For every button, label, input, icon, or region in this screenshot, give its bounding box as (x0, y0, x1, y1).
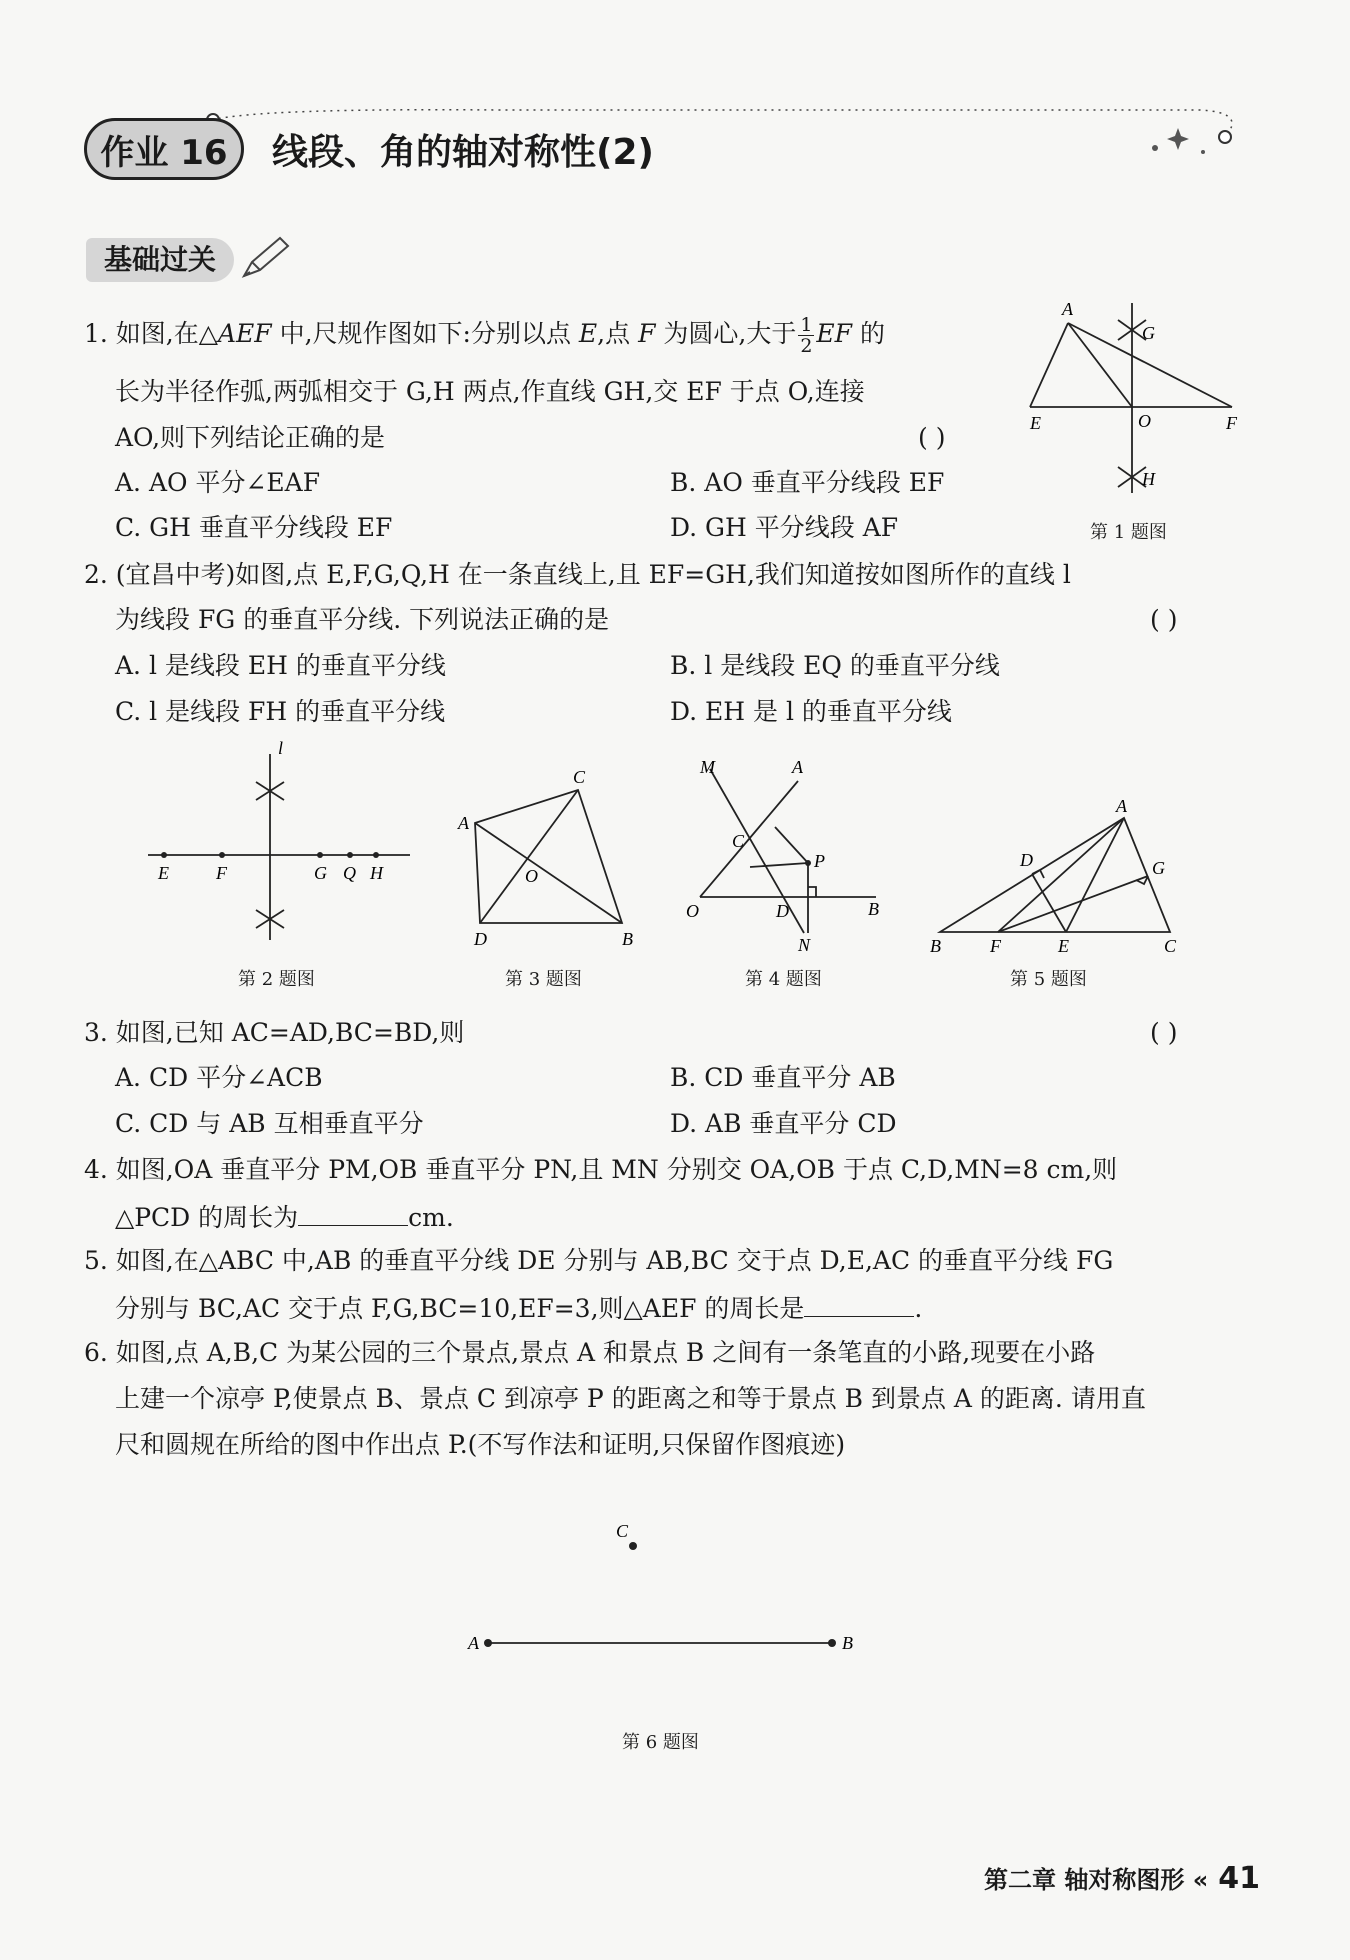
figure-5 (930, 790, 1190, 955)
fig3-label-o: O (525, 866, 538, 886)
q1-option-d: D. GH 平分线段 AF (670, 513, 899, 542)
q2-line2: 为线段 FG 的垂直平分线. 下列说法正确的是 (115, 605, 610, 634)
q4-answer-blank[interactable] (298, 1201, 408, 1226)
chapter-label: 第二章 轴对称图形 « (984, 1866, 1209, 1894)
q1-answer-paren: ( ) (918, 423, 946, 452)
fig5-caption: 第 5 题图 (1010, 969, 1087, 990)
fraction-one-half: $\frac{1}{2}$ (800, 314, 813, 357)
q5-line1: 5. 如图,在△ABC 中,AB 的垂直平分线 DE 分别与 AB,BC 交于点 D,E,AC 的垂直平分线 FG (84, 1246, 1114, 1275)
fig2-label-g: G (314, 863, 327, 883)
q2-option-d: D. EH 是 l 的垂直平分线 (670, 697, 952, 726)
fig5-label-a: A (1116, 796, 1127, 816)
fig2-label-e: E (158, 863, 169, 883)
fig4-label-o: O (686, 901, 699, 921)
fig3-label-a: A (458, 813, 469, 833)
q5-answer-blank[interactable] (804, 1292, 914, 1317)
q3-option-b: B. CD 垂直平分 AB (670, 1063, 896, 1092)
fig1-label-h: H (1142, 469, 1155, 489)
fig6-label-b: B (842, 1633, 853, 1653)
q2-line1: 2. (宜昌中考)如图,点 E,F,G,Q,H 在一条直线上,且 EF=GH,我们知道按如图所作的直线 l (84, 560, 1071, 589)
q6-line2: 上建一个凉亭 P,使景点 B、景点 C 到凉亭 P 的距离之和等于景点 B 到景点 A 的距离. 请用直 (115, 1384, 1146, 1413)
q1-option-c: C. GH 垂直平分线段 EF (115, 513, 393, 542)
fig4-label-d: D (776, 901, 789, 921)
pencil-icon (240, 236, 290, 280)
fig6-label-c: C (616, 1521, 629, 1541)
q4-line1: 4. 如图,OA 垂直平分 PM,OB 垂直平分 PN,且 MN 分别交 OA,OB 于点 C,D,MN=8 cm,则 (84, 1155, 1118, 1184)
fig5-label-d: D (1020, 850, 1033, 870)
q3-option-d: D. AB 垂直平分 CD (670, 1109, 897, 1138)
q1-line1: 1. 如图,在△AEF 中,尺规作图如下:分别以点 E,点 F 为圆心,大于 $\frac{1}{2}$ EF 的 (84, 314, 885, 357)
q6-line3: 尺和圆规在所给的图中作出点 P.(不写作法和证明,只保留作图痕迹) (115, 1430, 846, 1459)
fig4-label-m: M (700, 757, 715, 777)
fig4-caption: 第 4 题图 (745, 969, 822, 990)
q3-option-a: A. CD 平分∠ACB (115, 1063, 323, 1092)
fig1-label-f: F (1226, 413, 1237, 433)
q3-option-c: C. CD 与 AB 互相垂直平分 (115, 1109, 424, 1138)
fig1-label-o: O (1138, 411, 1151, 431)
q2-option-a: A. l 是线段 EH 的垂直平分线 (115, 651, 446, 680)
fig4-label-c: C (732, 831, 745, 851)
section-label: 基础过关 (86, 238, 234, 282)
q1-line3: AO,则下列结论正确的是 (115, 423, 386, 452)
q1-option-b: B. AO 垂直平分线段 EF (670, 468, 945, 497)
fig2-label-f: F (216, 863, 227, 883)
q4-line2: △PCD 的周长为 cm. (115, 1203, 454, 1232)
fig1-label-g: G (1142, 323, 1155, 343)
fig2-label-l: l (278, 740, 284, 758)
q2-option-c: C. l 是线段 FH 的垂直平分线 (115, 697, 446, 726)
figure-6 (460, 1515, 880, 1655)
q1-line2: 长为半径作弧,两弧相交于 G,H 两点,作直线 GH,交 EF 于点 O,连接 (115, 377, 865, 406)
figure-2 (140, 740, 420, 950)
page-title: 线段、角的轴对称性(2) (272, 132, 654, 173)
fig2-label-q: Q (343, 863, 356, 883)
fig5-label-b: B (930, 936, 941, 955)
q2-answer-paren: ( ) (1150, 605, 1178, 634)
fig6-caption: 第 6 题图 (622, 1732, 699, 1753)
fig5-label-f: F (990, 936, 1001, 955)
fig4-label-p: P (814, 851, 825, 871)
fig3-label-c: C (573, 767, 586, 787)
fig1-caption: 第 1 题图 (1090, 522, 1167, 543)
q6-line1: 6. 如图,点 A,B,C 为某公园的三个景点,景点 A 和景点 B 之间有一条笔直的小路,现要在小路 (84, 1338, 1096, 1367)
fig3-label-d: D (474, 929, 487, 949)
figure-3 (450, 765, 650, 955)
q1-option-a: A. AO 平分∠EAF (115, 468, 321, 497)
fig4-label-a: A (792, 757, 803, 777)
q2-option-b: B. l 是线段 EQ 的垂直平分线 (670, 651, 1000, 680)
figure-4 (680, 755, 900, 955)
fig3-label-b: B (622, 929, 633, 949)
fig2-label-h: H (370, 863, 383, 883)
figure-1 (1020, 295, 1260, 500)
fig2-caption: 第 2 题图 (238, 969, 315, 990)
fig6-label-a: A (468, 1633, 479, 1653)
q5-line2: 分别与 BC,AC 交于点 F,G,BC=10,EF=3,则△AEF 的周长是 . (115, 1294, 923, 1323)
fig5-label-c: C (1164, 936, 1177, 955)
page-footer (984, 1860, 1260, 1896)
page-number: 41 (1218, 1861, 1260, 1896)
q3-answer-paren: ( ) (1150, 1018, 1178, 1047)
q3-line1: 3. 如图,已知 AC=AD,BC=BD,则 (84, 1018, 465, 1047)
assignment-badge: 作业 16 (84, 118, 244, 180)
fig4-label-b: B (868, 899, 879, 919)
fig1-label-a: A (1062, 299, 1073, 319)
fig1-label-e: E (1030, 413, 1041, 433)
fig5-label-e: E (1058, 936, 1069, 955)
fig5-label-g: G (1152, 858, 1165, 878)
fig3-caption: 第 3 题图 (505, 969, 582, 990)
fig4-label-n: N (798, 935, 811, 955)
